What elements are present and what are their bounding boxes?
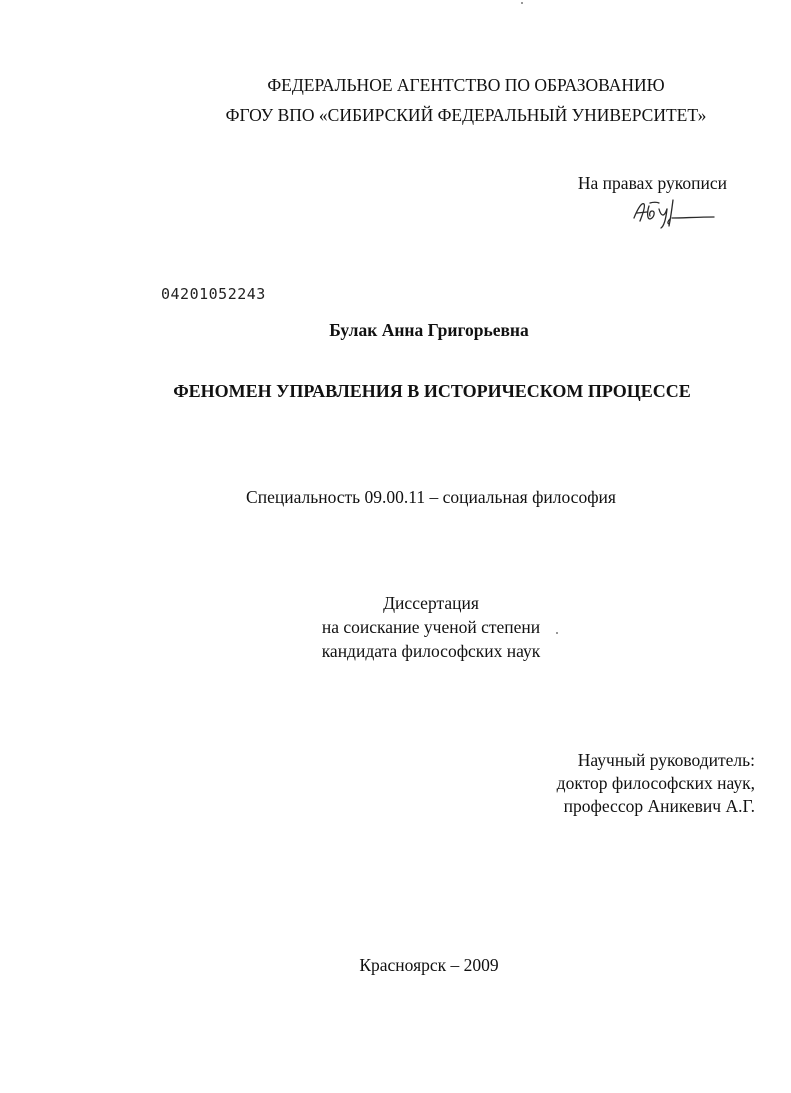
handwritten-signature — [628, 194, 718, 230]
thesis-title: ФЕНОМЕН УПРАВЛЕНИЯ В ИСТОРИЧЕСКОМ ПРОЦЕССЕ — [173, 381, 691, 401]
scan-speck — [556, 632, 558, 634]
document-code: 04201052243 — [161, 285, 266, 303]
supervisor-label: Научный руководитель: — [577, 750, 755, 770]
degree-line-3: кандидата философских наук — [321, 641, 541, 661]
specialty: Специальность 09.00.11 – социальная философия — [246, 487, 616, 507]
degree-line-1: Диссертация — [383, 593, 479, 613]
degree-line-2: на соискание ученой степени — [321, 617, 541, 637]
rights-note: На правах рукописи — [577, 173, 727, 193]
author-name: Булак Анна Григорьевна — [329, 320, 529, 340]
supervisor-degree: доктор философских наук, — [556, 773, 755, 793]
agency-heading: ФЕДЕРАЛЬНОЕ АГЕНТСТВО ПО ОБРАЗОВАНИЮ — [267, 75, 665, 95]
supervisor-name: профессор Аникевич А.Г. — [563, 796, 755, 816]
place-year: Красноярск – 2009 — [359, 955, 499, 975]
university-heading: ФГОУ ВПО «СИБИРСКИЙ ФЕДЕРАЛЬНЫЙ УНИВЕРСИТЕТ» — [225, 105, 707, 125]
scan-speck — [521, 2, 523, 4]
